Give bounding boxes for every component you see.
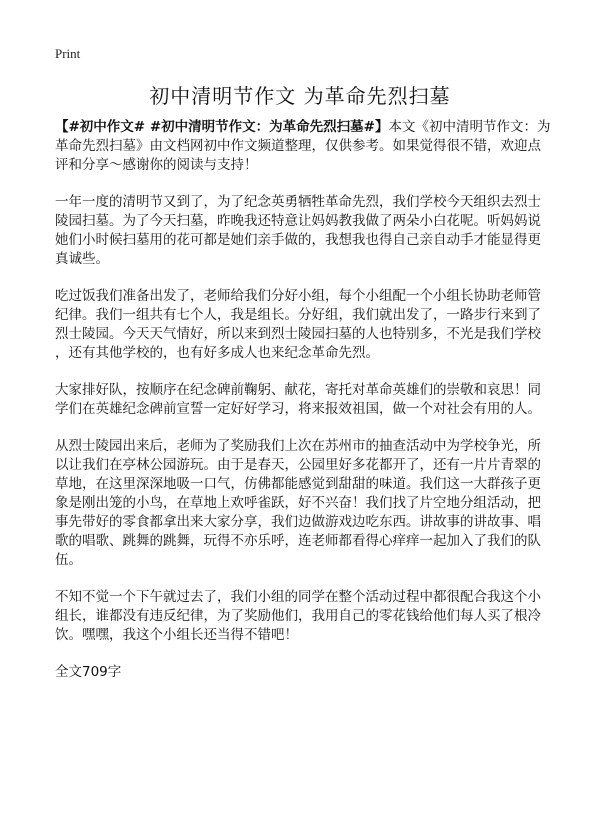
paragraph-line: 歌的唱歌、跳舞的跳舞，玩得不亦乐呼，连老师都看得心痒痒一起加入了我们的队 [55, 533, 541, 549]
page-title: 初中清明节作文 为革命先烈扫墓 [149, 84, 451, 108]
paragraph-line: 象是刚出笼的小鸟，在草地上欢呼雀跃，好不兴奋！我们找了片空地分组活动，把 [55, 495, 541, 511]
paragraph [55, 193, 575, 269]
paragraph-line: 纪律。我们一组共有七个人，我是组长。分好组，我们就出发了，一路步行来到了 [55, 307, 541, 323]
word-count: 全文709字 [55, 664, 122, 680]
paragraph-line: 真诚些。 [55, 251, 109, 267]
intro-text: 本文《初中清明节作文：为 [388, 119, 551, 135]
print-link[interactable]: Print [55, 46, 81, 61]
intro-line [55, 118, 575, 137]
paragraph-line: 以让我们在亭林公园游玩。由于是春天，公园里好多花都开了，还有一片片青翠的 [55, 457, 541, 473]
paragraph-line: 大家排好队，按顺序在纪念碑前鞠躬、献花，寄托对革命英雄们的崇敬和哀思！同 [55, 382, 541, 398]
paragraph-line: ，还有其他学校的，也有好多成人也来纪念革命先烈。 [55, 345, 379, 361]
intro-line: 革命先烈扫墓》由文档网初中作文频道整理，仅供参考。如果觉得很不错，欢迎点 [55, 138, 541, 154]
paragraph-line: 事先带好的零食都拿出来大家分享，我们边做游戏边吃东西。讲故事的讲故事、唱 [55, 514, 541, 530]
paragraph-line: 一年一度的清明节又到了，为了纪念英勇牺牲革命先烈，我们学校今天组织去烈士 [55, 194, 541, 210]
intro-line: 评和分享～感谢你的阅读与支持！ [55, 157, 258, 173]
paragraph-line: 草地，在这里深深地吸一口气，仿佛都能感觉到甜甜的味道。我们这一大群孩子更 [55, 476, 541, 492]
intro-paragraph [55, 118, 575, 175]
paragraph [55, 381, 575, 419]
article-body [55, 118, 575, 700]
paragraph-line: 烈士陵园。今天天气情好，所以来到烈士陵园扫墓的人也特别多，不光是我们学校 [55, 326, 541, 342]
paragraph [55, 437, 575, 570]
paragraph-line: 她们小时候扫墓用的花可都是她们亲手做的，我想我也得自己亲自动手才能显得更 [55, 232, 541, 248]
paragraph-line: 从烈士陵园出来后，老师为了奖励我们上次在苏州市的抽查活动中为学校争光，所 [55, 438, 541, 454]
paragraph [55, 588, 575, 645]
intro-tag: 【#初中作文# #初中清明节作文：为革命先烈扫墓#】 [55, 119, 389, 135]
paragraph-line: 学们在英雄纪念碑前宣誓一定好好学习，将来报效祖国，做一个对社会有用的人。 [55, 401, 541, 417]
paragraph-line: 陵园扫墓。为了今天扫墓，昨晚我还特意让妈妈教我做了两朵小白花呢。听妈妈说 [55, 213, 541, 229]
paragraph-line: 组长，谁都没有违反纪律，为了奖励他们，我用自己的零花钱给他们每人买了根冷 [55, 608, 541, 624]
paragraph [55, 287, 575, 363]
paragraph-line: 不知不觉一个下午就过去了，我们小组的同学在整个活动过程中都很配合我这个小 [55, 589, 541, 605]
paragraph-line: 吃过饭我们准备出发了，老师给我们分好小组，每个小组配一个小组长协助老师管 [55, 288, 541, 304]
paragraph-line: 伍。 [55, 552, 82, 568]
paragraph-line: 饮。嘿嘿，我这个小组长还当得不错吧！ [55, 627, 298, 643]
paragraphs [55, 193, 575, 645]
